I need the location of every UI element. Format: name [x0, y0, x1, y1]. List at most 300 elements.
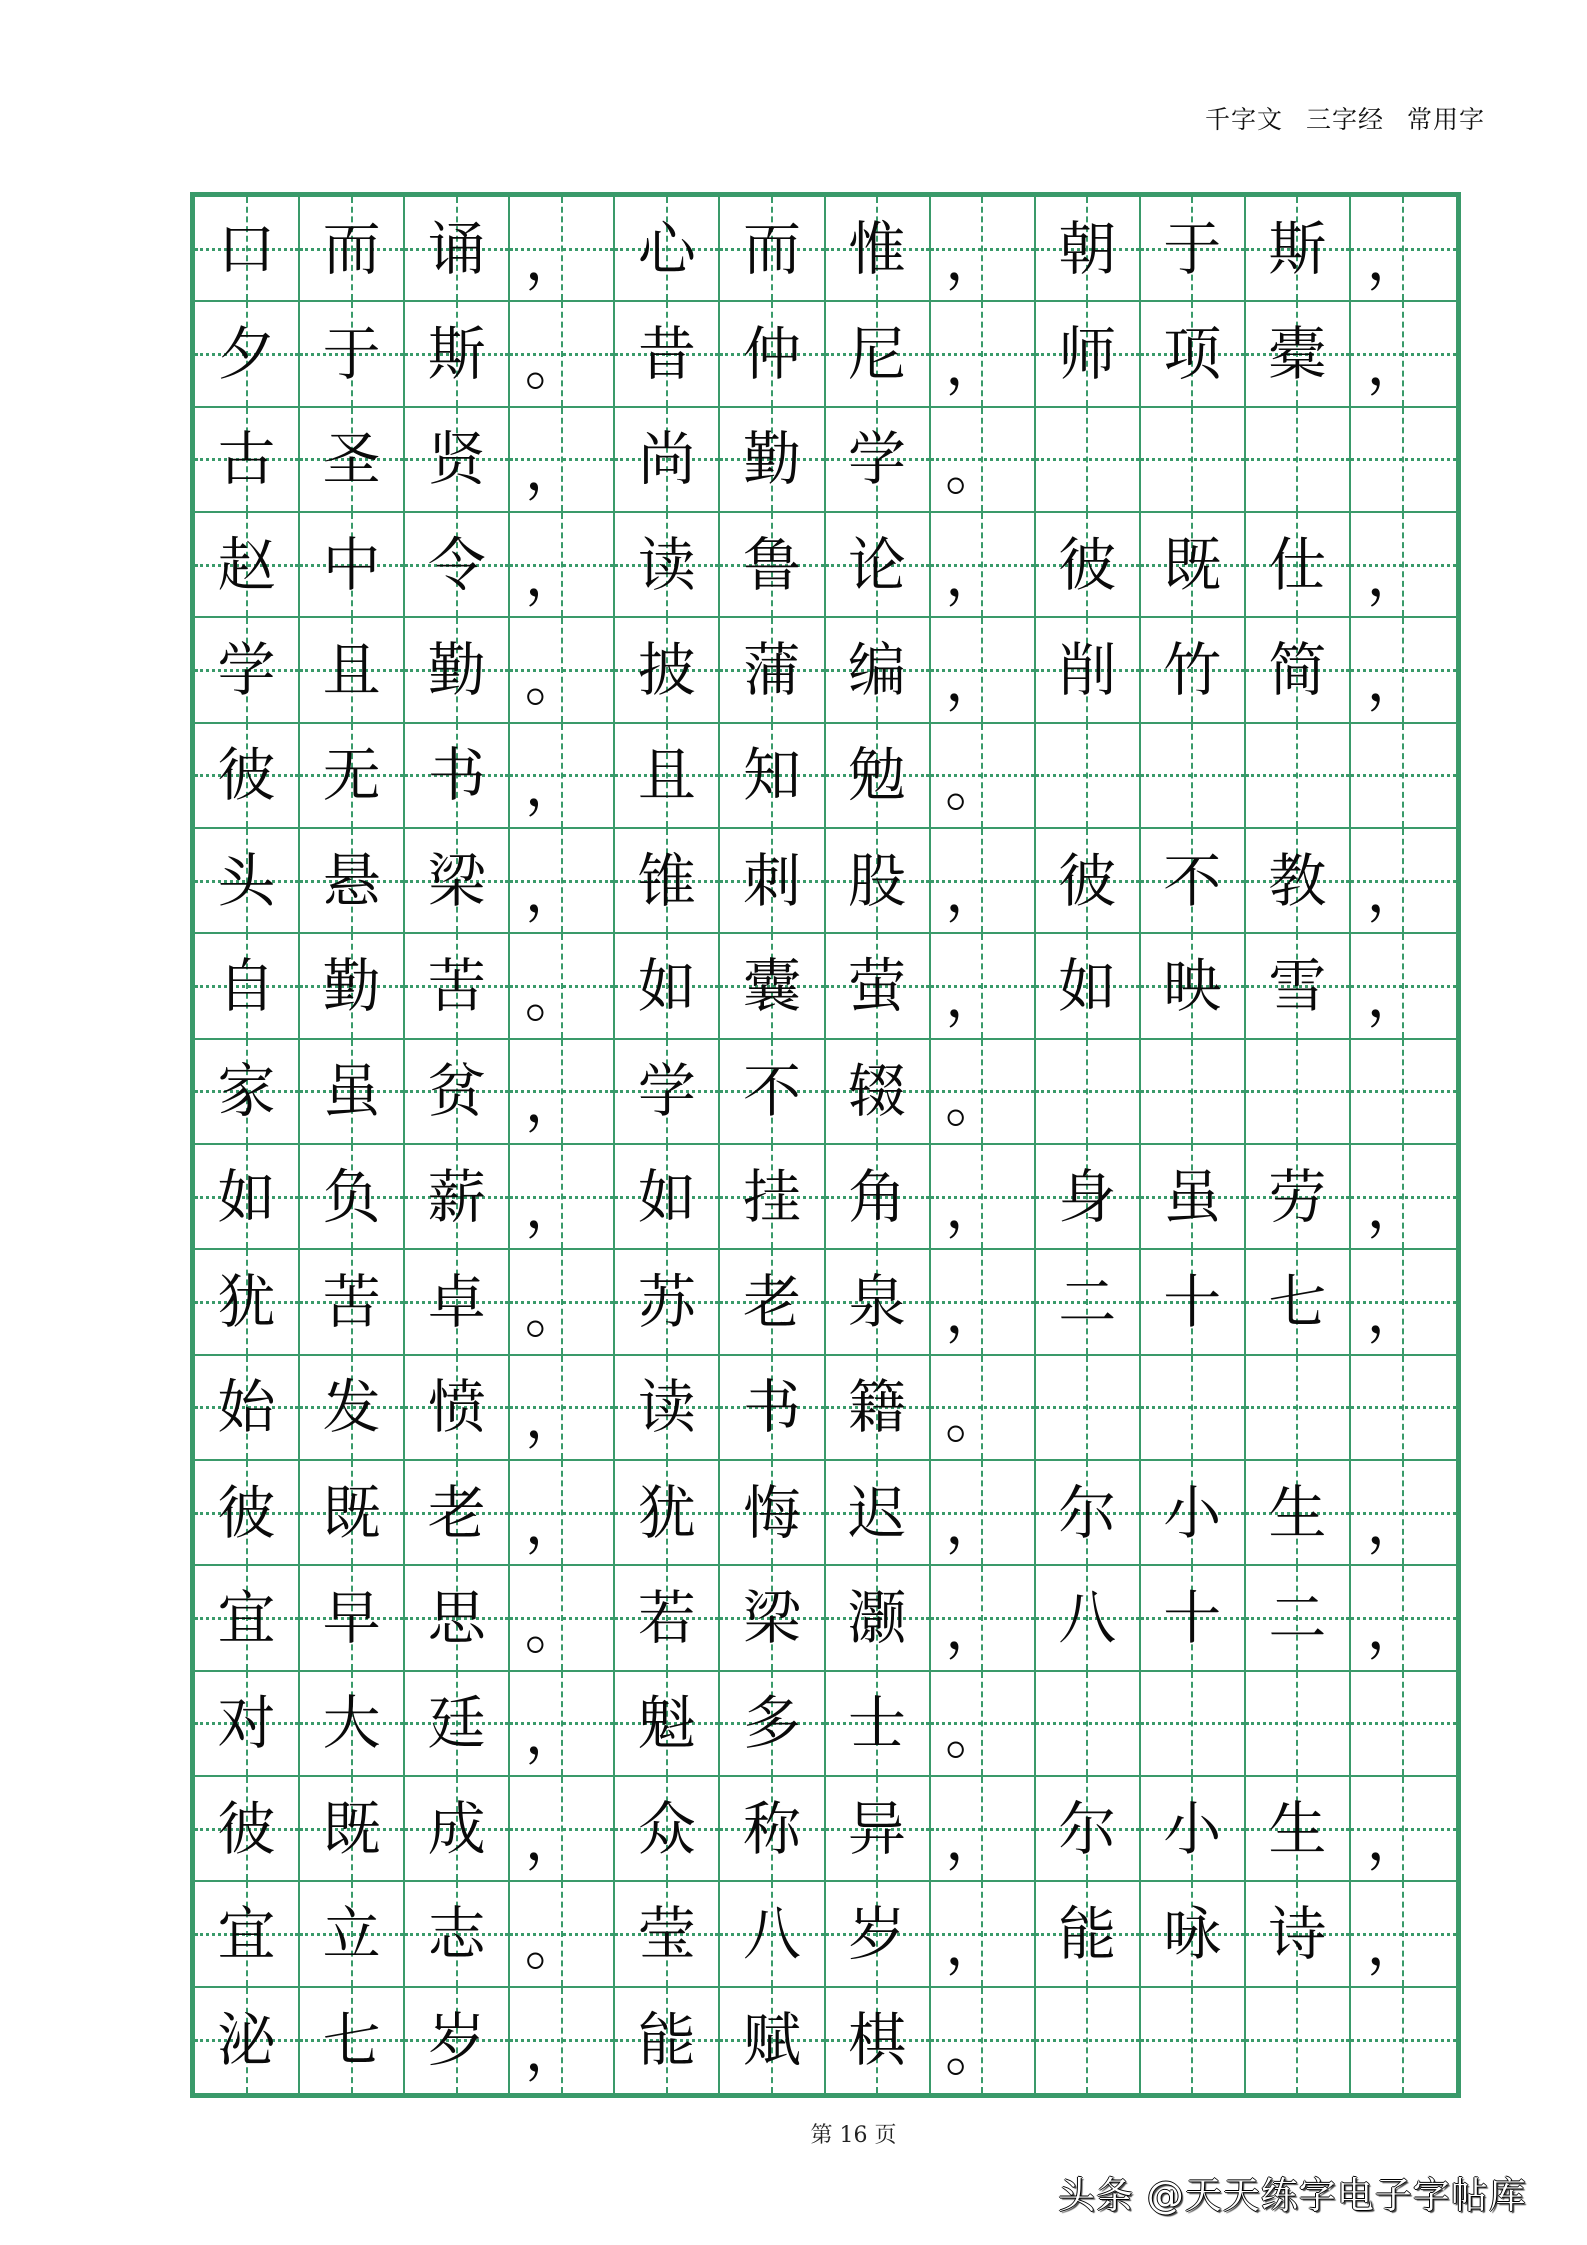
grid-cell: [405, 1672, 510, 1777]
practice-character: 读: [637, 1373, 696, 1442]
practice-character: 宜: [217, 1899, 276, 1968]
punctuation-mark: 。: [524, 645, 583, 714]
practice-character: 泌: [217, 2006, 276, 2075]
practice-character: 书: [742, 1373, 801, 1442]
practice-character: 且: [637, 741, 696, 810]
grid-cell: [931, 197, 1036, 302]
grid-cell: [195, 1356, 300, 1461]
grid-cell: [405, 934, 510, 1039]
grid-cell: [720, 934, 825, 1039]
practice-character: 学: [848, 425, 907, 494]
practice-character: 发: [322, 1373, 381, 1442]
grid-cell: [931, 1145, 1036, 1250]
grid-cell: [1036, 1988, 1141, 2093]
grid-cell: [826, 1672, 931, 1777]
punctuation-mark: ，: [945, 961, 1004, 1030]
practice-character: 斯: [1268, 214, 1327, 283]
punctuation-mark: ，: [945, 1488, 1004, 1557]
grid-cell: [405, 408, 510, 513]
grid-cell: [720, 724, 825, 829]
grid-cell: [615, 1250, 720, 1355]
grid-cell: [720, 1988, 825, 2093]
grid-cell: [615, 1040, 720, 1145]
practice-character: 学: [637, 1057, 696, 1126]
practice-character: 教: [1268, 846, 1327, 915]
punctuation-mark: ，: [1366, 1488, 1425, 1557]
grid-cell: [195, 1461, 300, 1566]
grid-cell: [720, 408, 825, 513]
practice-character: 大: [322, 1689, 381, 1758]
grid-cell: [826, 1145, 931, 1250]
grid-cell: [1141, 1250, 1246, 1355]
practice-character: 负: [322, 1162, 381, 1231]
grid-cell: [615, 934, 720, 1039]
practice-character: 股: [848, 846, 907, 915]
practice-character: 仕: [1268, 530, 1327, 599]
grid-cell: [931, 1672, 1036, 1777]
grid-cell: [405, 1250, 510, 1355]
practice-character: 若: [637, 1583, 696, 1652]
grid-cell: [615, 197, 720, 302]
watermark: 头条 @天天练字电子字帖库: [1058, 2174, 1527, 2217]
practice-character: 悔: [742, 1478, 801, 1547]
practice-character: 彼: [217, 1794, 276, 1863]
practice-character: 苦: [427, 951, 486, 1020]
grid-cell: [195, 408, 300, 513]
grid-cell: [1141, 724, 1246, 829]
grid-cell: [931, 1988, 1036, 2093]
grid-cell: [931, 1461, 1036, 1566]
grid-cell: [1036, 618, 1141, 723]
grid-cell: [510, 408, 615, 513]
grid-cell: [1036, 1777, 1141, 1882]
practice-character: 咏: [1163, 1899, 1222, 1968]
grid-cell: [931, 408, 1036, 513]
practice-character: 尔: [1058, 1794, 1117, 1863]
grid-cell: [720, 513, 825, 618]
grid-cell: [1141, 1040, 1246, 1145]
grid-cell: [1036, 302, 1141, 407]
grid-cell: [931, 302, 1036, 407]
practice-character: 彼: [1058, 846, 1117, 915]
grid-cell: [615, 1145, 720, 1250]
grid-cell: [510, 513, 615, 618]
punctuation-mark: ，: [1366, 645, 1425, 714]
grid-cell: [1141, 408, 1246, 513]
grid-cell: [720, 197, 825, 302]
practice-character: 如: [637, 951, 696, 1020]
grid-cell: [931, 1250, 1036, 1355]
practice-character: 尼: [848, 319, 907, 388]
grid-cell: [300, 724, 405, 829]
practice-character: 编: [848, 635, 907, 704]
punctuation-mark: ，: [1366, 1593, 1425, 1662]
grid-cell: [1351, 1988, 1456, 2093]
grid-cell: [1246, 618, 1351, 723]
grid-cell: [1141, 513, 1246, 618]
practice-character: 老: [742, 1267, 801, 1336]
practice-character: 彼: [217, 741, 276, 810]
practice-character: 简: [1268, 635, 1327, 704]
practice-character: 既: [322, 1478, 381, 1547]
grid-cell: [195, 1040, 300, 1145]
grid-cell: [1036, 408, 1141, 513]
practice-character: 不: [1163, 846, 1222, 915]
grid-cell: [195, 513, 300, 618]
grid-cell: [1141, 1461, 1246, 1566]
grid-cell: [1246, 1356, 1351, 1461]
punctuation-mark: 。: [945, 1067, 1004, 1136]
punctuation-mark: ，: [524, 224, 583, 293]
grid-cell: [1036, 1882, 1141, 1987]
practice-character: 朝: [1058, 214, 1117, 283]
punctuation-mark: ，: [524, 1383, 583, 1452]
grid-cell: [826, 618, 931, 723]
practice-character: 莹: [637, 1899, 696, 1968]
punctuation-mark: ，: [524, 856, 583, 925]
practice-character: 书: [427, 741, 486, 810]
punctuation-mark: ，: [945, 224, 1004, 293]
practice-character: 既: [1163, 530, 1222, 599]
grid-cell: [1351, 197, 1456, 302]
grid-cell: [1141, 1566, 1246, 1671]
practice-character: 八: [742, 1899, 801, 1968]
practice-character: 贫: [427, 1057, 486, 1126]
grid-cell: [510, 1145, 615, 1250]
grid-cell: [405, 724, 510, 829]
practice-character: 惟: [848, 214, 907, 283]
practice-character: 彼: [1058, 530, 1117, 599]
grid-cell: [1246, 1250, 1351, 1355]
grid-cell: [826, 513, 931, 618]
practice-character: 岁: [848, 1899, 907, 1968]
grid-cell: [300, 934, 405, 1039]
punctuation-mark: ，: [1366, 1277, 1425, 1346]
grid-cell: [1246, 1882, 1351, 1987]
grid-cell: [1351, 1566, 1456, 1671]
grid-cell: [300, 1461, 405, 1566]
grid-cell: [300, 513, 405, 618]
practice-character: 于: [1163, 214, 1222, 283]
practice-character: 对: [217, 1689, 276, 1758]
grid-cell: [720, 1882, 825, 1987]
grid-cell: [300, 1988, 405, 2093]
grid-cell: [405, 1777, 510, 1882]
practice-character: 勉: [848, 741, 907, 810]
grid-cell: [931, 829, 1036, 934]
practice-character: 论: [848, 530, 907, 599]
punctuation-mark: ，: [1366, 961, 1425, 1030]
punctuation-mark: ，: [945, 1277, 1004, 1346]
grid-cell: [405, 1040, 510, 1145]
grid-cell: [1036, 1145, 1141, 1250]
punctuation-mark: 。: [524, 1593, 583, 1662]
practice-character: 心: [637, 214, 696, 283]
grid-cell: [300, 1145, 405, 1250]
grid-cell: [1351, 408, 1456, 513]
grid-cell: [1246, 1461, 1351, 1566]
practice-character: 生: [1268, 1478, 1327, 1547]
punctuation-mark: 。: [945, 1383, 1004, 1452]
practice-character: 既: [322, 1794, 381, 1863]
grid-cell: [1036, 1250, 1141, 1355]
header-title-part: 千字文: [1205, 105, 1284, 134]
grid-cell: [931, 1882, 1036, 1987]
practice-character: 项: [1163, 319, 1222, 388]
grid-cell: [1246, 1040, 1351, 1145]
practice-character: 斯: [427, 319, 486, 388]
grid-cell: [510, 1250, 615, 1355]
practice-character: 七: [322, 2006, 381, 2075]
practice-character: 梁: [427, 846, 486, 915]
grid-cell: [1246, 1777, 1351, 1882]
grid-cell: [615, 1566, 720, 1671]
practice-character: 十: [1163, 1583, 1222, 1652]
grid-cell: [1246, 197, 1351, 302]
grid-cell: [931, 1356, 1036, 1461]
grid-cell: [720, 1672, 825, 1777]
grid-cell: [195, 829, 300, 934]
grid-cell: [1141, 829, 1246, 934]
grid-cell: [826, 408, 931, 513]
practice-character: 圣: [322, 425, 381, 494]
grid-cell: [1351, 1145, 1456, 1250]
practice-character: 宜: [217, 1583, 276, 1652]
page-number: 第 16 页: [810, 2123, 897, 2148]
grid-cell: [1246, 513, 1351, 618]
grid-cell: [826, 302, 931, 407]
grid-cell: [1351, 934, 1456, 1039]
practice-character: 头: [217, 846, 276, 915]
practice-character: 二: [1268, 1583, 1327, 1652]
header-title-part: 三字经: [1306, 105, 1385, 134]
grid-cell: [510, 618, 615, 723]
grid-cell: [826, 1250, 931, 1355]
practice-character: 雪: [1268, 951, 1327, 1020]
practice-character: 称: [742, 1794, 801, 1863]
practice-character: 灏: [848, 1583, 907, 1652]
punctuation-mark: ，: [945, 329, 1004, 398]
grid-cell: [405, 1356, 510, 1461]
grid-cell: [615, 302, 720, 407]
grid-cell: [510, 1040, 615, 1145]
practice-character: 小: [1163, 1794, 1222, 1863]
practice-character: 岁: [427, 2006, 486, 2075]
grid-cell: [300, 197, 405, 302]
grid-cell: [720, 302, 825, 407]
practice-character: 勤: [322, 951, 381, 1020]
practice-character: 成: [427, 1794, 486, 1863]
grid-cell: [1036, 513, 1141, 618]
practice-character: 犹: [217, 1267, 276, 1336]
grid-cell: [195, 1672, 300, 1777]
practice-character: 锥: [637, 846, 696, 915]
punctuation-mark: 。: [524, 329, 583, 398]
grid-cell: [1036, 1461, 1141, 1566]
grid-cell: [405, 618, 510, 723]
grid-cell: [826, 829, 931, 934]
practice-character: 角: [848, 1162, 907, 1231]
grid-cell: [615, 829, 720, 934]
practice-character: 口: [217, 214, 276, 283]
grid-cell: [826, 1461, 931, 1566]
grid-cell: [1246, 1988, 1351, 2093]
grid-cell: [1141, 1672, 1246, 1777]
practice-character: 思: [427, 1583, 486, 1652]
grid-cell: [615, 513, 720, 618]
grid-cell: [510, 302, 615, 407]
grid-cell: [1351, 724, 1456, 829]
practice-character: 八: [1058, 1583, 1117, 1652]
punctuation-mark: ，: [945, 1909, 1004, 1978]
grid-cell: [826, 1777, 931, 1882]
grid-cell: [720, 1250, 825, 1355]
practice-character: 家: [217, 1057, 276, 1126]
grid-cell: [510, 934, 615, 1039]
practice-character: 愤: [427, 1373, 486, 1442]
practice-character: 无: [322, 741, 381, 810]
practice-character: 而: [742, 214, 801, 283]
practice-character: 刺: [742, 846, 801, 915]
practice-character: 诗: [1268, 1899, 1327, 1968]
practice-character: 薪: [427, 1162, 486, 1231]
grid-cell: [1246, 724, 1351, 829]
punctuation-mark: 。: [524, 1909, 583, 1978]
grid-cell: [1036, 1566, 1141, 1671]
grid-cell: [931, 934, 1036, 1039]
practice-character: 于: [322, 319, 381, 388]
practice-character: 昔: [637, 319, 696, 388]
punctuation-mark: ，: [524, 1067, 583, 1136]
grid-cell: [405, 197, 510, 302]
grid-cell: [1036, 934, 1141, 1039]
grid-cell: [1246, 1672, 1351, 1777]
practice-character: 令: [427, 530, 486, 599]
grid-cell: [1141, 1882, 1246, 1987]
practice-character: 披: [637, 635, 696, 704]
grid-cell: [1351, 1777, 1456, 1882]
punctuation-mark: ，: [945, 645, 1004, 714]
grid-cell: [720, 618, 825, 723]
grid-cell: [300, 618, 405, 723]
practice-character: 悬: [322, 846, 381, 915]
grid-cell: [1141, 1988, 1246, 2093]
punctuation-mark: ，: [524, 435, 583, 504]
grid-cell: [615, 1356, 720, 1461]
punctuation-mark: ，: [1366, 540, 1425, 609]
grid-cell: [826, 1988, 931, 2093]
grid-cell: [405, 302, 510, 407]
grid-cell: [405, 1461, 510, 1566]
grid-cell: [720, 829, 825, 934]
practice-character: 尔: [1058, 1478, 1117, 1547]
practice-character: 犹: [637, 1478, 696, 1547]
grid-cell: [1036, 197, 1141, 302]
grid-cell: [1141, 197, 1246, 302]
grid-cell: [615, 724, 720, 829]
grid-cell: [931, 1040, 1036, 1145]
practice-character: 士: [848, 1689, 907, 1758]
grid-cell: [1141, 618, 1246, 723]
practice-character: 勤: [427, 635, 486, 704]
punctuation-mark: ，: [524, 1172, 583, 1241]
punctuation-mark: ，: [1366, 1804, 1425, 1873]
grid-cell: [1351, 1250, 1456, 1355]
grid-cell: [1351, 1040, 1456, 1145]
practice-character: 如: [637, 1162, 696, 1231]
grid-cell: [1246, 829, 1351, 934]
practice-character: 而: [322, 214, 381, 283]
practice-character: 读: [637, 530, 696, 599]
practice-character: 梁: [742, 1583, 801, 1652]
practice-character: 虽: [1163, 1162, 1222, 1231]
punctuation-mark: 。: [945, 1699, 1004, 1768]
practice-character: 早: [322, 1583, 381, 1652]
punctuation-mark: 。: [945, 2016, 1004, 2085]
grid-cell: [826, 1356, 931, 1461]
grid-cell: [1141, 1145, 1246, 1250]
punctuation-mark: ，: [945, 1593, 1004, 1662]
grid-cell: [300, 1356, 405, 1461]
punctuation-mark: ，: [524, 2016, 583, 2085]
practice-character: 七: [1268, 1267, 1327, 1336]
grid-cell: [300, 1566, 405, 1671]
grid-cell: [1036, 724, 1141, 829]
punctuation-mark: ，: [524, 1699, 583, 1768]
grid-cell: [1246, 302, 1351, 407]
practice-character: 彼: [217, 1478, 276, 1547]
grid-cell: [826, 934, 931, 1039]
header-title-part: 常用字: [1406, 105, 1485, 134]
grid-cell: [826, 1566, 931, 1671]
punctuation-mark: 。: [524, 1277, 583, 1346]
grid-cell: [195, 1566, 300, 1671]
grid-cell: [931, 724, 1036, 829]
grid-cell: [195, 934, 300, 1039]
grid-cell: [826, 1882, 931, 1987]
practice-character: 削: [1058, 635, 1117, 704]
grid-cell: [615, 618, 720, 723]
practice-character: 老: [427, 1478, 486, 1547]
grid-cell: [1246, 1145, 1351, 1250]
grid-cell: [510, 1988, 615, 2093]
grid-cell: [1351, 513, 1456, 618]
practice-character: 籍: [848, 1373, 907, 1442]
practice-character: 赋: [742, 2006, 801, 2075]
grid-cell: [615, 1461, 720, 1566]
punctuation-mark: ，: [524, 1488, 583, 1557]
practice-character: 辍: [848, 1057, 907, 1126]
practice-character: 萤: [848, 951, 907, 1020]
grid-cell: [1141, 302, 1246, 407]
practice-character: 竹: [1163, 635, 1222, 704]
grid-cell: [1351, 302, 1456, 407]
practice-character: 卓: [427, 1267, 486, 1336]
grid-cell: [826, 1040, 931, 1145]
practice-character: 虽: [322, 1057, 381, 1126]
practice-character: 志: [427, 1899, 486, 1968]
practice-character: 迟: [848, 1478, 907, 1547]
grid-cell: [1141, 1356, 1246, 1461]
grid-cell: [405, 1566, 510, 1671]
practice-character: 鲁: [742, 530, 801, 599]
grid-cell: [1351, 1882, 1456, 1987]
grid-cell: [510, 829, 615, 934]
grid-cell: [510, 1777, 615, 1882]
grid-cell: [826, 197, 931, 302]
grid-cell: [931, 513, 1036, 618]
practice-character: 立: [322, 1899, 381, 1968]
